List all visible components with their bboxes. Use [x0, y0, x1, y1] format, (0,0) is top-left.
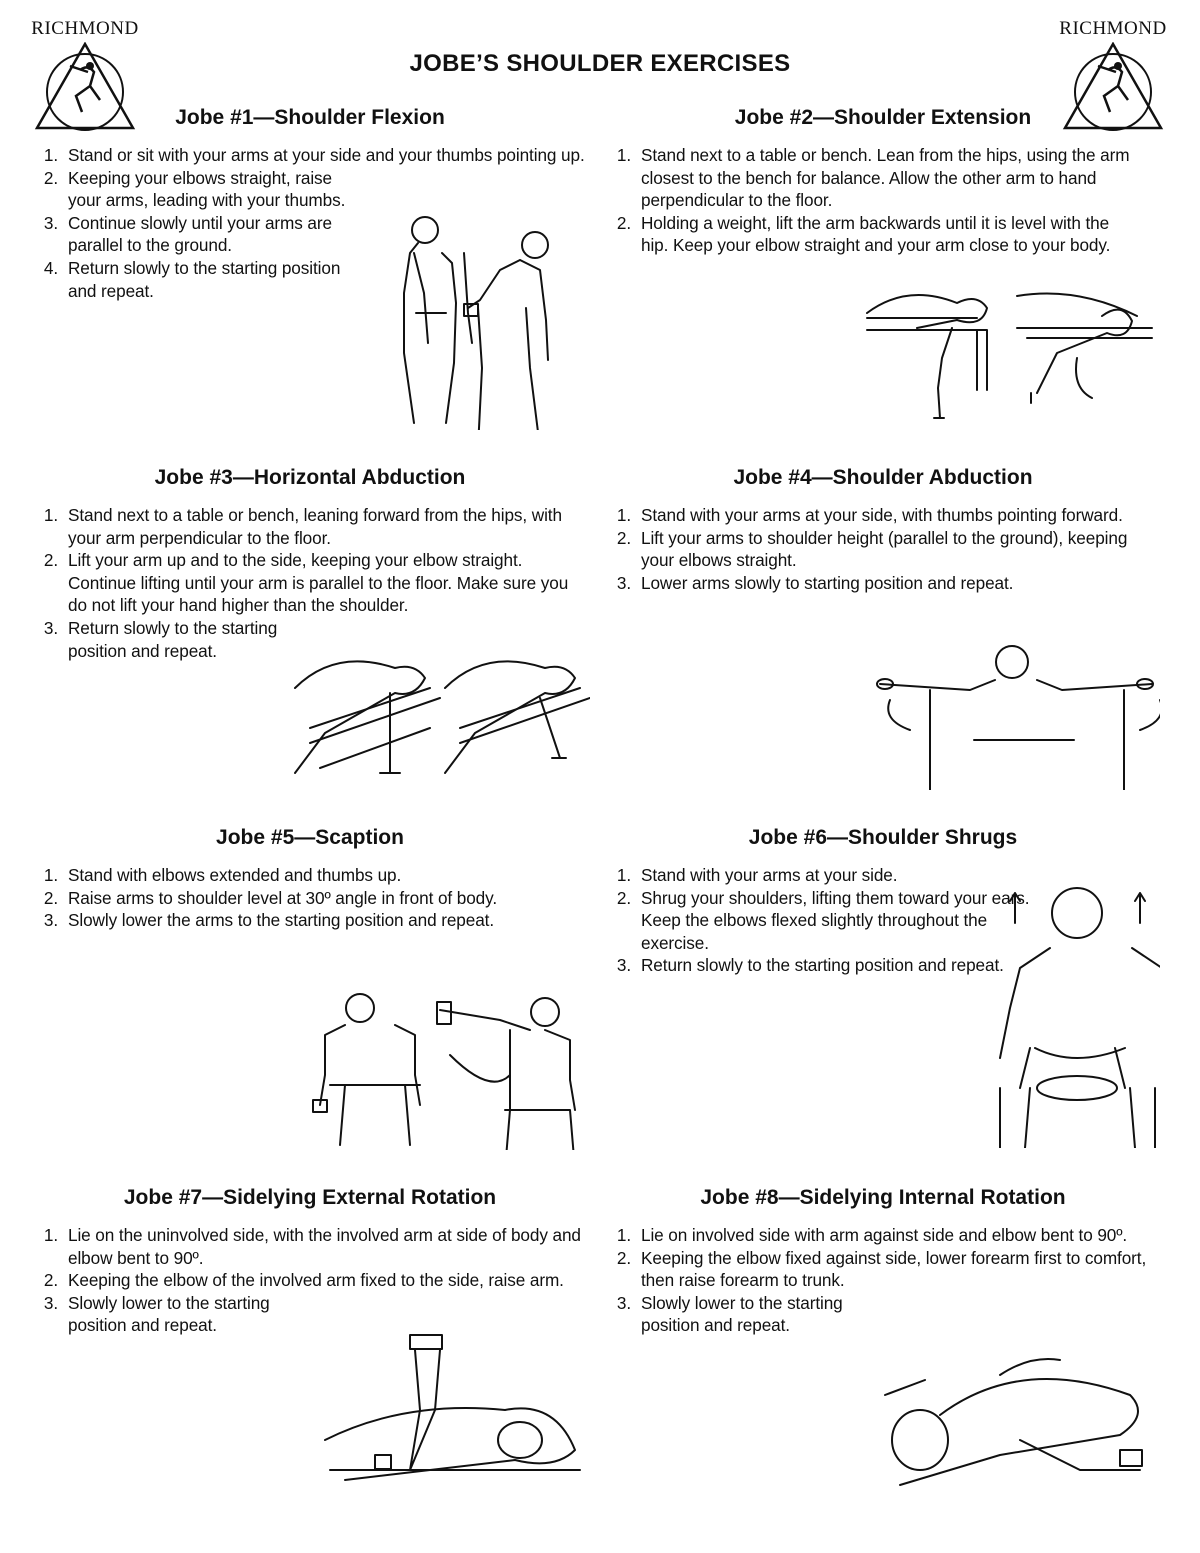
- brand-name-right: RICHMOND: [1059, 18, 1167, 39]
- step-list: [603, 1224, 1163, 1337]
- section-title: Jobe #6—Shoulder Shrugs: [748, 826, 1018, 849]
- step-item: 3. Slowly lower the arms to the starting position and repeat.: [43, 910, 495, 931]
- step-list: [30, 864, 590, 932]
- step-item: 1. Stand with your arms at your side, with thumbs pointing forward.: [616, 505, 1123, 525]
- step-item: 2. Lift your arm up and to the side, keeping your elbow straight. Continue lifting until your arm is parallel to the floor. Make sure you do not lift your hand higher than the shoulder.: [43, 550, 569, 616]
- step-item: 1. Stand next to a table or bench. Lean from the hips, using the arm closest to the bench for balance. Allow the other arm to hand perpendicular to the floor.: [616, 145, 1130, 211]
- step-item: 3. Slowly lower to the starting position and repeat.: [43, 1292, 270, 1336]
- shoulder-abduction-illustration: [870, 640, 1160, 790]
- step-item: 3. Continue slowly until your arms are parallel to the ground.: [43, 212, 332, 256]
- step-item: 2. Holding a weight, lift the arm backwards until it is level with the hip. Keep your elbow straight and your arm close to your body.: [616, 212, 1111, 256]
- exercise-section-8: [603, 1186, 1163, 1337]
- section-title: Jobe #5—Scaption: [216, 826, 404, 849]
- sidelying-internal-rotation-illustration: [880, 1355, 1170, 1495]
- exercise-section-4: [603, 466, 1163, 594]
- step-item: 1. Lie on involved side with arm against side and elbow bent to 90º.: [616, 1225, 1128, 1245]
- step-list: [603, 144, 1163, 257]
- step-item: 3. Return slowly to the starting position and repeat.: [616, 955, 1004, 976]
- step-item: 2. Keeping your elbows straight, raise your arms, leading with your thumbs.: [43, 167, 346, 211]
- exercise-section-7: [30, 1186, 590, 1337]
- step-item: 1. Stand with your arms at your side.: [616, 865, 898, 885]
- shoulder-extension-illustration: [862, 288, 1162, 433]
- section-title: Jobe #2—Shoulder Extension: [734, 106, 1032, 129]
- exercise-section-5: [30, 826, 590, 932]
- page-title: JOBE’S SHOULDER EXERCISES: [409, 50, 791, 77]
- step-item: 2. Keeping the elbow fixed against side, lower forearm first to comfort, then raise forearm to trunk.: [616, 1247, 1147, 1291]
- exercise-section-2: [603, 106, 1163, 257]
- sidelying-external-rotation-illustration: [320, 1330, 590, 1490]
- brand-name-left: RICHMOND: [31, 18, 139, 39]
- step-item: 2. Lift your arms to shoulder height (parallel to the ground), keeping your elbows straight.: [616, 527, 1128, 571]
- step-item: 2. Keeping the elbow of the involved arm fixed to the side, raise arm.: [43, 1270, 564, 1291]
- step-list: [30, 1224, 590, 1337]
- step-item: 2. Raise arms to shoulder level at 30º angle in front of body.: [43, 887, 498, 908]
- step-list: [30, 504, 590, 662]
- horizontal-abduction-illustration: [290, 648, 590, 793]
- section-title: Jobe #7—Sidelying External Rotation: [123, 1186, 497, 1209]
- step-item: 4. Return slowly to the starting position and repeat.: [43, 257, 341, 301]
- step-item: 3. Lower arms slowly to starting position and repeat.: [616, 572, 1014, 593]
- section-title: Jobe #3—Horizontal Abduction: [154, 466, 466, 489]
- exercise-section-3: [30, 466, 590, 662]
- shoulder-flexion-illustration: [390, 210, 590, 430]
- step-item: 1. Lie on the uninvolved side, with the involved arm at side of body and elbow bent to 90º.: [43, 1225, 581, 1268]
- step-item: 3. Slowly lower to the starting position and repeat.: [616, 1292, 843, 1336]
- scaption-illustration: [305, 990, 595, 1150]
- step-item: 1. Stand with elbows extended and thumbs up.: [43, 865, 402, 885]
- step-item: 3. Return slowly to the starting position and repeat.: [43, 617, 278, 661]
- section-title: Jobe #8—Sidelying Internal Rotation: [700, 1186, 1066, 1209]
- step-list: [603, 504, 1163, 594]
- step-item: 1. Stand next to a table or bench, leaning forward from the hips, with your arm perpendicular to the floor.: [43, 505, 562, 548]
- step-item: 1. Stand or sit with your arms at your side and your thumbs pointing up.: [43, 145, 585, 165]
- step-item: 2. Shrug your shoulders, lifting them toward your ears. Keep the elbows flexed slightly throughout the exercise.: [616, 887, 1030, 953]
- section-title: Jobe #1—Shoulder Flexion: [175, 106, 445, 129]
- shoulder-shrugs-illustration: [995, 878, 1160, 1148]
- section-title: Jobe #4—Shoulder Abduction: [733, 466, 1033, 489]
